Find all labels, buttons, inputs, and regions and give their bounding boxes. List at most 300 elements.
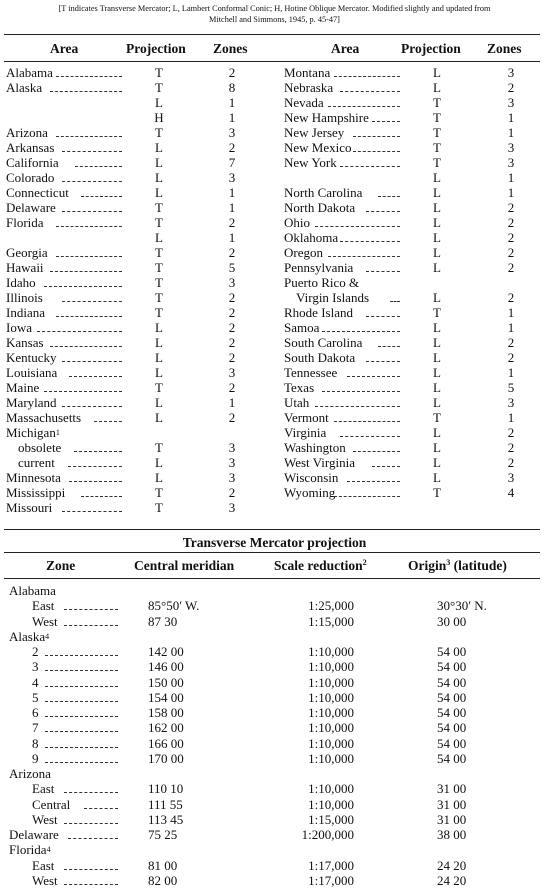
leader-dots [45, 762, 118, 763]
leader-dots [328, 106, 400, 107]
leader-dots [315, 226, 400, 227]
projection-code: T [155, 380, 163, 395]
area-name: Nevada [284, 95, 324, 110]
leader-dots [74, 451, 122, 452]
area-name: Wyoming [284, 485, 336, 500]
leader-dots [62, 301, 122, 302]
leader-dots [353, 451, 400, 452]
zones-count: 2 [507, 350, 515, 365]
leader-dots [68, 466, 122, 467]
origin-latitude: 38 00 [437, 827, 467, 842]
area-name: Georgia [6, 245, 48, 260]
projection-code: L [433, 230, 441, 245]
header-rule [4, 61, 540, 62]
zones-count: 5 [507, 380, 515, 395]
zones-count: 2 [228, 380, 236, 395]
area-name: South Carolina [284, 335, 363, 350]
zones-count: 2 [228, 335, 236, 350]
area-name: Oklahoma [284, 230, 339, 245]
footnote-marker: 3 [446, 558, 451, 567]
scale-reduction: 1:10,000 [308, 796, 354, 812]
scale-reduction: 1:10,000 [308, 720, 354, 736]
leader-dots [366, 316, 400, 317]
scale-reduction: 1:17,000 [308, 872, 354, 888]
zones-count: 1 [507, 110, 515, 125]
central-meridian: 162 00 [148, 720, 184, 736]
leader-dots [366, 211, 400, 212]
projection-code: L [155, 410, 163, 425]
projection-code: H [154, 110, 164, 125]
projection-code: T [155, 200, 163, 215]
central-meridian: 154 00 [148, 689, 184, 705]
zones-count: 3 [228, 470, 236, 485]
leader-dots [45, 747, 118, 748]
area-name: current [18, 455, 55, 470]
leader-dots [378, 196, 400, 197]
zone-name: West [32, 811, 58, 827]
scale-reduction: 1:10,000 [308, 674, 354, 690]
projection-code: L [433, 185, 441, 200]
zone-name: 5 [32, 689, 39, 705]
leader-dots [366, 271, 400, 272]
projection-code: L [433, 245, 441, 260]
origin-latitude: 31 00 [437, 781, 467, 797]
scale-reduction: 1:200,000 [301, 827, 354, 842]
leader-dots [50, 346, 122, 347]
leader-dots [62, 151, 122, 152]
leader-dots [50, 271, 122, 272]
projection-code: L [155, 335, 163, 350]
area-name: Connecticut [6, 185, 69, 200]
zones-count: 2 [507, 335, 515, 350]
leader-dots [64, 884, 118, 885]
leader-dots [366, 361, 400, 362]
central-meridian: 166 00 [148, 735, 184, 751]
projection-code: L [433, 200, 441, 215]
central-meridian: 158 00 [148, 705, 184, 720]
zones-count: 3 [228, 500, 236, 515]
area-name: Rhode Island [284, 305, 353, 320]
origin-latitude: 54 00 [437, 720, 467, 736]
zone-name: Florida$^4$ [9, 842, 51, 858]
area-name: North Dakota [284, 200, 356, 215]
zones-count: 2 [507, 80, 515, 95]
leader-dots [84, 808, 118, 809]
leader-dots [45, 670, 118, 671]
zones-count: 1 [507, 185, 515, 200]
zones-count: 2 [228, 65, 236, 80]
central-meridian: 85°50′ W. [148, 598, 200, 614]
projection-code: L [155, 350, 163, 365]
area-name: Illinois [6, 290, 43, 305]
projection-code: L [433, 395, 441, 410]
tm-header-rule [4, 578, 540, 579]
origin-latitude: 30 00 [437, 613, 467, 629]
leader-dots [334, 421, 400, 422]
area-name: Tennessee [284, 365, 338, 380]
origin-latitude: 54 00 [437, 689, 467, 705]
zones-count: 2 [507, 425, 515, 440]
projection-code: L [433, 260, 441, 275]
zones-count: 2 [228, 410, 236, 425]
leader-dots [44, 391, 123, 392]
area-name: Arkansas [6, 140, 55, 155]
leader-dots [353, 136, 400, 137]
central-meridian: 81 00 [148, 857, 178, 873]
projection-code: T [433, 110, 441, 125]
zones-count: 8 [228, 80, 236, 95]
zone-name: East [32, 857, 55, 873]
table-note [0, 3, 549, 25]
projection-code: T [155, 275, 163, 290]
col-header-scale-reduction: Scale reduction$^2$ [274, 558, 367, 573]
area-name: Oregon [284, 245, 323, 260]
scale-reduction: 1:17,000 [308, 857, 354, 873]
leader-dots [81, 196, 122, 197]
zones-count: 2 [507, 245, 515, 260]
zones-count: 1 [228, 395, 236, 410]
area-name: Wisconsin [284, 470, 339, 485]
zone-name: 6 [32, 705, 39, 720]
leader-dots [68, 838, 118, 839]
leader-dots [64, 823, 118, 824]
leader-dots [45, 686, 118, 687]
origin-latitude: 54 00 [437, 674, 467, 690]
origin-latitude: 54 00 [437, 705, 467, 720]
leader-dots [353, 151, 400, 152]
leader-dots [322, 331, 401, 332]
zone-name: 3 [32, 659, 39, 675]
zone-name: Arizona [9, 766, 51, 781]
leader-dots [62, 511, 122, 512]
leader-dots [340, 436, 400, 437]
footnote-marker: 1 [55, 428, 60, 437]
zone-name: 2 [32, 644, 39, 659]
area-name: West Virginia [284, 455, 355, 470]
col-header-projection-left: Projection [126, 41, 186, 56]
area-name: Alaska [6, 80, 43, 95]
leader-dots [62, 181, 122, 182]
central-meridian: 82 00 [148, 872, 178, 888]
note-line-1: [T indicates Transverse Mercator; L, Lambert Conformal Conic; H, Hotine Oblique Mercator. Modified slightly and updated from [58, 4, 491, 13]
zones-count: 2 [507, 260, 515, 275]
projection-code: T [155, 440, 163, 455]
zones-count: 5 [228, 260, 236, 275]
leader-dots [45, 701, 118, 702]
tm-table-title: Transverse Mercator projection [182, 535, 367, 550]
scale-reduction: 1:10,000 [308, 705, 354, 720]
zones-count: 1 [228, 185, 236, 200]
area-name: Colorado [6, 170, 55, 185]
central-meridian: 75 25 [148, 827, 178, 842]
zone-name: 7 [32, 720, 39, 736]
projection-code: L [433, 335, 441, 350]
projection-code: T [155, 305, 163, 320]
zones-count: 2 [507, 200, 515, 215]
projection-code: L [433, 365, 441, 380]
projection-code: L [155, 170, 163, 185]
zones-count: 3 [507, 470, 515, 485]
origin-latitude: 24 20 [437, 857, 467, 873]
projection-code: L [155, 230, 163, 245]
leader-dots [347, 481, 400, 482]
projection-code: T [433, 155, 441, 170]
area-name: Vermont [284, 410, 329, 425]
zones-count: 1 [228, 200, 236, 215]
origin-latitude: 54 00 [437, 750, 467, 766]
projection-code: T [433, 95, 441, 110]
leader-dots [390, 301, 400, 302]
projection-code: L [155, 320, 163, 335]
area-name: Alabama [6, 65, 53, 80]
zone-name: East [32, 781, 55, 797]
area-name: Virgin Islands [296, 290, 370, 305]
zone-name: East [32, 598, 55, 614]
zones-count: 1 [507, 365, 515, 380]
scale-reduction: 1:10,000 [308, 735, 354, 751]
projection-code: L [155, 470, 163, 485]
leader-dots [372, 121, 400, 122]
zones-count: 3 [228, 125, 236, 140]
area-name: Idaho [6, 275, 36, 290]
projection-code: T [155, 260, 163, 275]
scale-reduction: 1:10,000 [308, 689, 354, 705]
area-name: Kansas [6, 335, 44, 350]
col-header-zone: Zone [46, 558, 76, 573]
col-header-zones-right: Zones [487, 41, 522, 56]
area-name: Indiana [6, 305, 45, 320]
area-name: Nebraska [284, 80, 334, 95]
note-line-2: Mitchell and Simmons, 1945, p. 45-47] [209, 15, 340, 24]
projection-code: L [155, 185, 163, 200]
scale-reduction: 1:15,000 [308, 811, 354, 827]
col-header-projection-right: Projection [401, 41, 461, 56]
leader-dots [340, 91, 400, 92]
area-name: Iowa [6, 320, 32, 335]
footnote-marker: 4 [46, 845, 51, 855]
zones-count: 1 [507, 125, 515, 140]
leader-dots [340, 241, 400, 242]
leader-dots [64, 625, 118, 626]
leader-dots [347, 376, 400, 377]
zones-count: 2 [228, 350, 236, 365]
col-header-origin: Origin$^3$ (latitude) [408, 558, 507, 573]
leader-dots [328, 256, 400, 257]
area-name: Puerto Rico & [284, 275, 360, 290]
leader-dots [69, 376, 122, 377]
zone-name: 9 [32, 750, 39, 766]
zone-name: Central [32, 796, 71, 812]
origin-latitude: 31 00 [437, 796, 467, 812]
zones-count: 2 [228, 245, 236, 260]
central-meridian: 142 00 [148, 644, 184, 659]
central-meridian: 111 55 [148, 796, 183, 812]
zones-count: 2 [228, 485, 236, 500]
zones-count: 2 [507, 455, 515, 470]
projection-code: T [433, 485, 441, 500]
zones-count: 2 [228, 215, 236, 230]
zones-count: 3 [507, 140, 515, 155]
origin-latitude: 54 00 [437, 644, 467, 659]
zones-count: 4 [507, 485, 515, 500]
central-meridian: 146 00 [148, 659, 184, 675]
footnote-marker: 2 [362, 558, 367, 567]
projection-code: L [433, 320, 441, 335]
area-name: Hawaii [6, 260, 44, 275]
projection-code: L [155, 455, 163, 470]
zones-count: 2 [228, 140, 236, 155]
leader-dots [81, 496, 122, 497]
scale-reduction: 1:10,000 [308, 750, 354, 766]
area-name: Utah [284, 395, 310, 410]
central-meridian: 150 00 [148, 674, 184, 690]
projection-code: T [433, 305, 441, 320]
leader-dots [334, 76, 400, 77]
area-name: Maryland [6, 395, 57, 410]
leader-dots [56, 136, 122, 137]
projection-code: L [433, 380, 441, 395]
scale-reduction: 1:10,000 [308, 659, 354, 675]
leader-dots [75, 166, 122, 167]
projection-code: L [433, 215, 441, 230]
leader-dots [334, 496, 400, 497]
leader-dots [94, 421, 122, 422]
area-name: Virginia [284, 425, 327, 440]
leader-dots [45, 655, 118, 656]
projection-code: T [433, 410, 441, 425]
projection-code: L [433, 455, 441, 470]
zones-count: 1 [507, 170, 515, 185]
zones-count: 3 [507, 65, 515, 80]
projection-code: T [155, 65, 163, 80]
area-name: New Jersey [284, 125, 345, 140]
leader-dots [64, 792, 118, 793]
leader-dots [37, 331, 122, 332]
origin-latitude: 24 20 [437, 872, 467, 888]
zones-count: 1 [228, 230, 236, 245]
projection-code: L [433, 170, 441, 185]
area-name: Massachusetts [6, 410, 82, 425]
scale-reduction: 1:15,000 [308, 613, 354, 629]
projection-code: L [155, 155, 163, 170]
area-name: obsolete [18, 440, 62, 455]
zone-name: 4 [32, 674, 39, 690]
leader-dots [322, 391, 401, 392]
leader-dots [378, 346, 400, 347]
zones-count: 1 [507, 320, 515, 335]
area-name: South Dakota [284, 350, 356, 365]
leader-dots [62, 361, 122, 362]
zones-count: 2 [228, 305, 236, 320]
area-name: California [6, 155, 59, 170]
top-rule [4, 34, 540, 35]
area-name: Kentucky [6, 350, 57, 365]
scale-reduction: 1:10,000 [308, 644, 354, 659]
projection-code: T [155, 485, 163, 500]
projection-code: L [433, 440, 441, 455]
zones-count: 7 [228, 155, 236, 170]
col-header-zones-left: Zones [213, 41, 248, 56]
projection-code: T [155, 125, 163, 140]
zone-name: 8 [32, 735, 39, 751]
area-name: Louisiana [6, 365, 58, 380]
zones-count: 2 [228, 320, 236, 335]
area-name: Pennsylvania [284, 260, 354, 275]
area-name: Ohio [284, 215, 310, 230]
area-name: Florida [6, 215, 44, 230]
zones-count: 1 [228, 110, 236, 125]
area-name: Samoa [284, 320, 320, 335]
central-meridian: 87 30 [148, 613, 178, 629]
area-name: Michigan$^1$ [6, 425, 60, 440]
projection-code: T [155, 500, 163, 515]
leader-dots [44, 286, 123, 287]
central-meridian: 170 00 [148, 750, 184, 766]
leader-dots [69, 481, 122, 482]
projection-code: T [433, 125, 441, 140]
leader-dots [45, 731, 118, 732]
zones-count: 1 [507, 305, 515, 320]
zone-name: Alaska$^4$ [9, 628, 50, 644]
section-rule [4, 529, 540, 530]
tm-title-rule [4, 552, 540, 553]
zones-count: 1 [507, 410, 515, 425]
projection-code: L [155, 395, 163, 410]
area-name: Missouri [6, 500, 53, 515]
scale-reduction: 1:25,000 [308, 598, 354, 614]
leader-dots [56, 226, 122, 227]
col-header-area-left: Area [50, 41, 79, 56]
leader-dots [64, 869, 118, 870]
leader-dots [315, 406, 400, 407]
projection-code: L [433, 425, 441, 440]
area-name: North Carolina [284, 185, 363, 200]
zone-name: West [32, 872, 58, 888]
footnote-marker: 4 [45, 631, 50, 641]
origin-latitude: 30°30′ N. [437, 598, 487, 614]
projection-code: L [155, 140, 163, 155]
zones-count: 3 [228, 455, 236, 470]
projection-code: L [433, 350, 441, 365]
area-name: Maine [6, 380, 40, 395]
projection-code: L [155, 365, 163, 380]
central-meridian: 113 45 [148, 811, 184, 827]
leader-dots [372, 466, 400, 467]
leader-dots [50, 91, 122, 92]
zones-count: 2 [507, 290, 515, 305]
col-header-area-right: Area [331, 41, 360, 56]
area-name: Montana [284, 65, 331, 80]
zones-count: 3 [507, 395, 515, 410]
zone-name: West [32, 613, 58, 629]
central-meridian: 110 10 [148, 781, 184, 797]
leader-dots [45, 716, 118, 717]
projection-code: L [433, 65, 441, 80]
projection-code: T [155, 215, 163, 230]
area-name: New Hampshire [284, 110, 369, 125]
leader-dots [62, 211, 122, 212]
scale-reduction: 1:10,000 [308, 781, 354, 797]
zones-count: 2 [507, 215, 515, 230]
zones-count: 3 [228, 440, 236, 455]
projection-code: L [433, 470, 441, 485]
projection-code: L [433, 290, 441, 305]
projection-code: T [155, 245, 163, 260]
zones-count: 3 [228, 365, 236, 380]
zones-count: 3 [228, 275, 236, 290]
origin-latitude: 31 00 [437, 811, 467, 827]
projection-code: T [155, 80, 163, 95]
